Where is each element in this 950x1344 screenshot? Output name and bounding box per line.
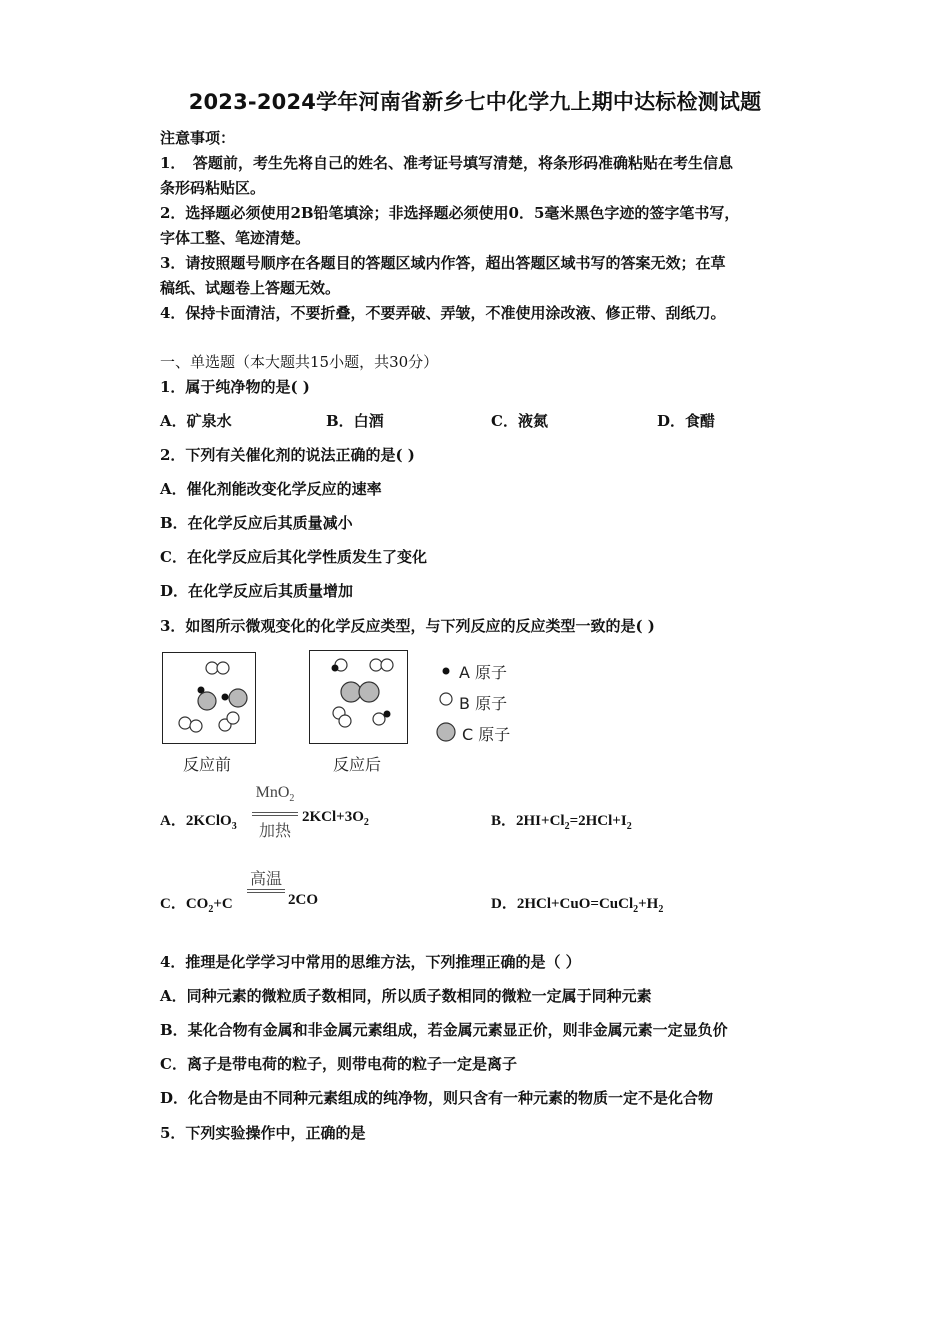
q1-option-d: D．食醋: [657, 412, 716, 430]
reaction-after-box: [309, 650, 408, 744]
q3-option-a-left: A．2KClO$_3$: [160, 813, 237, 832]
q4-option-a: A．同种元素的微粒质子数相同，所以质子数相同的微粒一定属于同种元素: [160, 987, 652, 1005]
question-3-stem: 3．如图所示微观变化的化学反应类型，与下列反应的反应类型一致的是( ): [160, 617, 655, 635]
q4-option-b: B．某化合物有金属和非金属元素组成，若金属元素显正价，则非金属元素一定显负价: [160, 1021, 728, 1039]
notice-line: 条形码粘贴区。: [160, 179, 266, 197]
q1-option-a: A．矿泉水: [160, 412, 232, 430]
reaction-before-box: [162, 652, 256, 744]
question-1-stem: 1．属于纯净物的是( ): [160, 378, 310, 396]
q3-option-d: D．$2HCl+CuO=CuCl_2+H_2$: [491, 896, 664, 915]
notice-line: 稿纸、试题卷上答题无效。: [160, 279, 341, 297]
q3-option-b: B．$2HI+Cl_2=2HCl+I_2$: [491, 813, 632, 832]
q3-option-a-right: $2KCl+3O_2$: [302, 809, 369, 828]
q3-option-a-catalyst: MnO$_2$: [255, 784, 295, 805]
caption-before: 反应前: [183, 755, 232, 774]
q3-option-c-left: C．$CO_2+C$: [160, 896, 233, 915]
q2-option-c: C．在化学反应后其化学性质发生了变化: [160, 548, 427, 566]
atom-a-icon: [443, 668, 450, 675]
q3-option-c-arrow: [247, 889, 285, 893]
q3-option-a-arrow: [252, 812, 298, 816]
notice-line: 字体工整、笔迹清楚。: [160, 229, 311, 247]
legend-a: A 原子: [459, 663, 508, 682]
q3-option-c-right: 2CO: [288, 892, 318, 908]
q2-option-a: A．催化剂能改变化学反应的速率: [160, 480, 382, 498]
notice-line: 3．请按照题号顺序在各题目的答题区域内作答，超出答题区域书写的答案无效；在草: [160, 254, 726, 272]
legend-c: C 原子: [462, 725, 511, 744]
q1-option-c: C．液氮: [491, 412, 548, 430]
legend-b: B 原子: [459, 694, 508, 713]
notice-line: 1． 答题前，考生先将自己的姓名、准考证号填写清楚，将条形码准确粘贴在考生信息: [160, 154, 733, 172]
atom-c-icon: [437, 723, 455, 741]
reaction-after-molecules: [310, 651, 407, 743]
q4-option-d: D．化合物是由不同种元素组成的纯净物，则只含有一种元素的物质一定不是化合物: [160, 1089, 714, 1107]
q3-option-c-condition: 高温: [249, 871, 282, 888]
notice-heading: 注意事项：: [160, 129, 236, 147]
q1-option-b: B．白酒: [326, 412, 384, 430]
q2-option-d: D．在化学反应后其质量增加: [160, 582, 354, 600]
q2-option-b: B．在化学反应后其质量减小: [160, 514, 353, 532]
page-title: 2023-2024学年河南省新乡七中化学九上期中达标检测试题: [188, 90, 762, 114]
q3-option-a-condition: 加热: [258, 823, 291, 840]
question-2-stem: 2．下列有关催化剂的说法正确的是( ): [160, 446, 415, 464]
caption-after: 反应后: [333, 755, 382, 774]
reaction-before-molecules: [163, 653, 255, 743]
question-4-stem: 4．推理是化学学习中常用的思维方法，下列推理正确的是（ ）: [160, 953, 581, 971]
notice-line: 4．保持卡面清洁，不要折叠，不要弄破、弄皱，不准使用涂改液、修正带、刮纸刀。: [160, 304, 726, 322]
section-heading: 一、单选题（本大题共15小题，共30分）: [160, 353, 439, 371]
question-5-stem: 5．下列实验操作中，正确的是: [160, 1124, 366, 1142]
atom-b-icon: [440, 693, 452, 705]
q4-option-c: C．离子是带电荷的粒子，则带电荷的粒子一定是离子: [160, 1055, 517, 1073]
notice-line: 2．选择题必须使用2B铅笔填涂；非选择题必须使用0．5毫米黑色字迹的签字笔书写，: [160, 204, 740, 222]
